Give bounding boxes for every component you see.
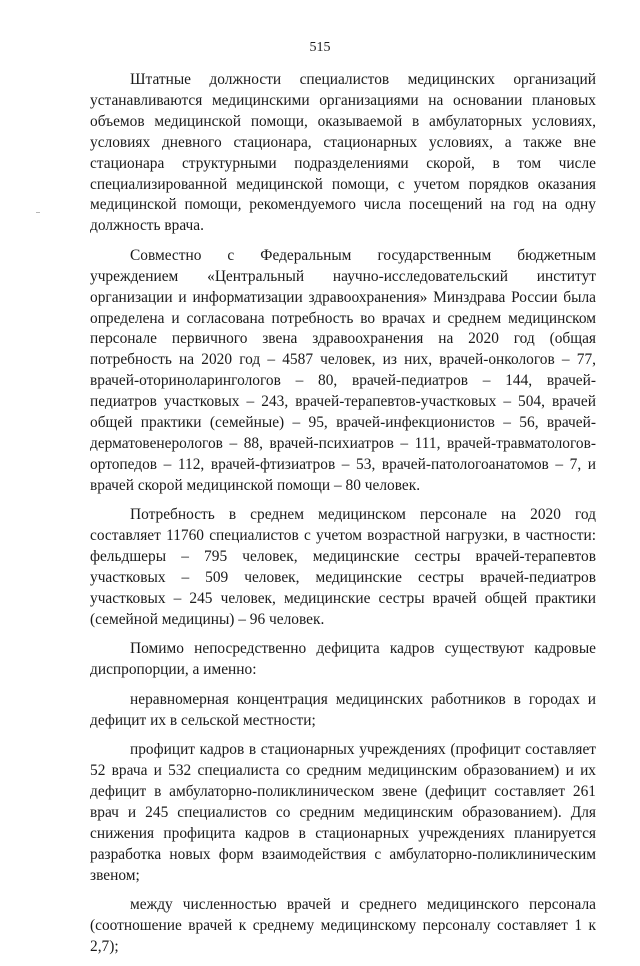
margin-mark bbox=[36, 212, 40, 213]
paragraph-disproportions-intro: Помимо непосредственно дефицита кадров существуют кадровые диспропорции, а именно: bbox=[90, 640, 596, 679]
document-body bbox=[90, 70, 596, 966]
paragraph-physician-demand: Совместно с Федеральным государственным бюджетным учреждением «Центральный научно-исследовательский институт организации и информатизации здравоохранения» Минздрава России была определена и согласована потребность во врачах и среднем медицинском персонале первичного звена здравоохранения на 2020 год (общая потребность на 2020 год – 4587 человек, из них, врачей-онкологов – 77, врачей-оториноларингологов – 80, врачей-педиатров – 144, врачей-педиатров участковых – 243, врачей-терапевтов-участковых – 504, врачей общей практики (семейные) – 95, врачей-инфекционистов – 56, врачей-дерматовенерологов – 88, врачей-психиатров – 111, врачей-травматологов-ортопедов – 112, врачей-фтизиатров – 53, врачей-патологоанатомов – 7, и врачей скорой медицинской помощи – 80 человек. bbox=[90, 246, 596, 494]
paragraph-doctor-nurse-ratio: между численностью врачей и среднего медицинского персонала (соотношение врачей к среднему медицинскому персоналу составляет 1 к 2,7); bbox=[90, 896, 596, 955]
paragraph-urban-rural: неравномерная концентрация медицинских работников в городах и дефицит их в сельской местности; bbox=[90, 690, 596, 729]
paragraph-inpatient-surplus: профицит кадров в стационарных учреждениях (профицит составляет 52 врача и 532 специалиста со средним медицинским образованием) и их дефицит в амбулаторно-поликлиническом звене (дефицит составляет 261 врач и 245 специалистов со средним медицинским образованием). Для снижения профицита кадров в стационарных учреждениях планируется разработка новых форм взаимодействия с амбулаторно-поликлиническим звеном; bbox=[90, 741, 596, 884]
page-number: 515 bbox=[309, 40, 331, 55]
paragraph-staffing: Штатные должности специалистов медицинских организаций устанавливаются медицинскими организациями на основании плановых объемов медицинской помощи, оказываемой в амбулаторных условиях, условиях дневного стационара, стационарных условиях, а также вне стационара структурными подразделениями скорой, в том числе специализированной медицинской помощи, с учетом порядков оказания медицинской помощи, рекомендуемого числа посещений на год на одну должность врача. bbox=[90, 71, 596, 235]
paragraph-nursing-demand: Потребность в среднем медицинском персонале на 2020 год составляет 11760 специалистов с учетом возрастной нагрузки, в частности: фельдшеры – 795 человек, медицинские сестры врачей-терапевтов участковых – 509 человек, медицинские сестры врачей-педиатров участковых – 245 человек, медицинские сестры врачей общей практики (семейной медицины) – 96 человек. bbox=[90, 506, 596, 628]
